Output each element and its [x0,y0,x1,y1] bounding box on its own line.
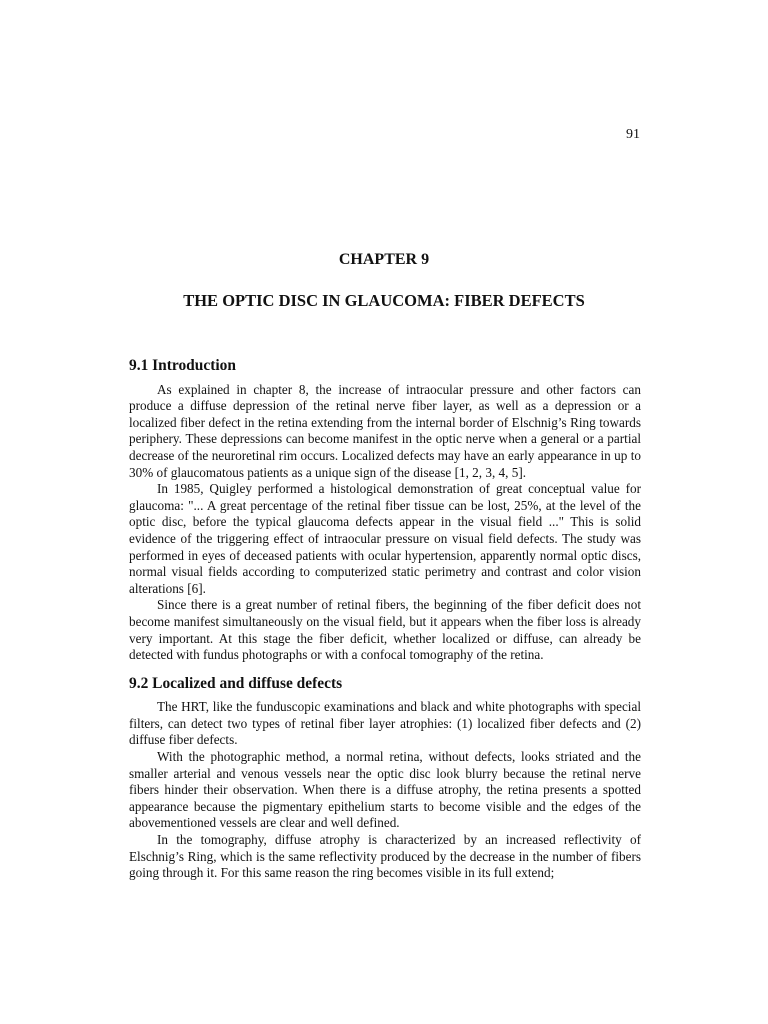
chapter-label: CHAPTER 9 [338,251,430,268]
paragraph: With the photographic method, a normal retina, without defects, looks striated and the smaller arterial and venous vessels near the optic disc look blurry because the retinal nerve fibers hinder their observation. When there is a diffuse atrophy, the retina presents a spotted appearance because the pigmentary epithelium starts to become visible and the edges of the abovementioned vessels are clear and well defined. [129,749,641,831]
section-localized-diffuse [129,676,641,882]
paragraph: Since there is a great number of retinal fibers, the beginning of the fiber deficit does not become manifest simultaneously on the visual field, but it appears when the fiber loss is already very important. At this stage the fiber deficit, whether localized or diffuse, can already be detected with fundus photographs or with a confocal tomography of the retina. [129,597,641,663]
chapter-title: THE OPTIC DISC IN GLAUCOMA: FIBER DEFECTS [183,291,585,310]
paragraph: In the tomography, diffuse atrophy is characterized by an increased reflectivity of Elschnig’s Ring, which is the same reflectivity produced by the decrease in the number of fibers going through it. For this same reason the ring becomes visible in its full extend; [129,832,641,881]
section-heading: 9.2 Localized and diffuse defects [129,674,343,692]
page-number: 91 [626,127,640,142]
paragraph: As explained in chapter 8, the increase of intraocular pressure and other factors can produce a diffuse depression of the retinal nerve fiber layer, as well as a depression or a localized fiber defect in the retina extending from the internal border of Elschnig’s Ring towards periphery. These depressions can become manifest in the optic nerve when a general or a partial decrease of the neuroretinal rim occurs. Localized defects may have an early appearance in up to 30% of glaucomatous patients as a unique sign of the disease [1, 2, 3, 4, 5]. [129,381,641,480]
section-heading: 9.1 Introduction [129,357,236,374]
paragraph: In 1985, Quigley performed a histological demonstration of great conceptual value for glaucoma: "... A great percentage of the retinal fiber tissue can be lost, 25%, at the level of the optic disc, before the typical glaucoma defects appear in the visual field ..." This is solid evidence of the triggering effect of intraocular pressure on visual field defects. The study was performed in eyes of deceased patients with ocular hypertension, apparently normal optic discs, normal visual fields according to computerized static perimetry and contrast and color vision alterations [6]. [129,481,641,596]
paragraph: The HRT, like the funduscopic examinations and black and white photographs with special filters, can detect two types of retinal fiber layer atrophies: (1) localized fiber defects and (2) diffuse fiber defects. [129,699,641,748]
page-body [129,358,641,882]
section-introduction [129,358,641,664]
